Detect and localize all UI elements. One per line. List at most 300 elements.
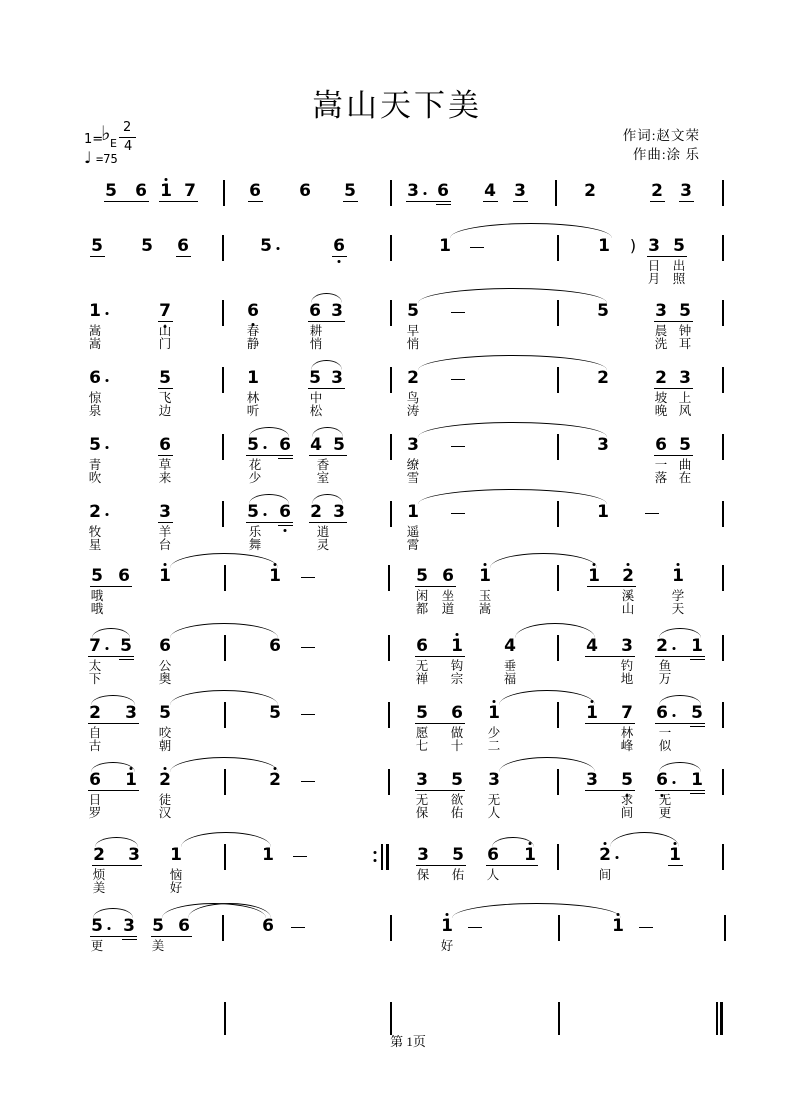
slur [181,832,271,847]
note: 3 [586,770,598,790]
lyric-verse2: 峰 [620,738,634,753]
note: 1 [588,566,600,586]
note: 2 [599,845,611,865]
note: 6 [437,181,449,201]
note: 6 [89,368,101,388]
slur [515,623,595,638]
note: 6 [451,703,463,723]
lyric-verse1: 青 [88,457,102,472]
barline [722,702,724,728]
lyric-verse1: 徒 [158,792,172,807]
beam-underline [151,936,192,937]
time-signature-numerator: 2 [123,120,132,135]
slur [492,837,534,847]
lyric-verse1: 上 [678,390,692,405]
note: 6 [655,435,667,455]
slur [170,553,278,568]
barline [222,501,224,527]
note: 1 [439,236,451,256]
lyric-verse1: 遥 [406,524,420,539]
beam-underline [587,586,636,587]
note: 6 [442,566,454,586]
lyric-verse2: 静 [246,336,260,351]
augmentation-dot [107,927,110,930]
barline [223,180,225,206]
held-note-dash [468,927,482,929]
beam-underline [88,790,139,791]
beam-underline [415,586,456,587]
barline [222,235,224,261]
lyric-verse2: 十 [450,738,464,753]
lyricist-credit: 作词:赵文荣 [622,128,700,143]
lyric-verse1: 一 [658,725,672,740]
augmentation-dot [105,312,108,315]
lyric-verse2: 霄 [406,537,420,552]
slur [91,695,135,705]
lyric-verse2: 二 [487,738,501,753]
held-note-dash [301,647,315,649]
lyric-verse2: 雪 [406,470,420,485]
note: 2 [310,502,322,522]
sixteenth-underline [278,525,293,526]
barline [557,501,559,527]
note: 6 [89,770,101,790]
barline [224,769,226,795]
lyric-verse2: 地 [620,671,634,686]
octave-dot-above [677,563,680,566]
note: 5 [247,435,259,455]
beam-underline [415,723,465,724]
note: 5 [333,435,345,455]
slur [418,489,607,504]
barline [557,300,559,326]
octave-dot-above [493,700,496,703]
beam-underline [90,936,137,937]
lyric-verse1: 林 [620,725,634,740]
lyric-verse1: 出 [672,258,686,273]
note: 4 [484,181,496,201]
lyric-verse2: 洗 [654,336,668,351]
barline [722,367,724,393]
note: 3 [679,368,691,388]
note: 1 [125,770,137,790]
note: 5 [416,703,428,723]
note: 4 [504,636,516,656]
lyric-verse1: 太 [88,658,102,673]
barline [558,1002,560,1035]
lyric-verse2: 天 [671,601,685,616]
beam-underline [308,388,345,389]
note: 1 [586,703,598,723]
note: 1 [479,566,491,586]
note: 1 [669,845,681,865]
note: 5 [105,181,117,201]
note: 2 [622,566,634,586]
note: 6 [159,435,171,455]
sixteenth-underline [122,939,137,940]
lyric-verse2: 照 [672,271,686,286]
note: 5 [91,566,103,586]
note: 2 [93,845,105,865]
lyric-verse1: 咬 [158,725,172,740]
held-note-dash [451,513,465,515]
lyric-verse1: 坐 [441,588,455,603]
beam-underline [159,201,198,202]
lyric-verse2: 禅 [415,671,429,686]
note: 1 [160,181,172,201]
slur [311,360,342,370]
repeat-barline-thick [386,844,389,870]
augmentation-dot [672,714,675,717]
note: 5 [269,703,281,723]
lyric-verse1: 花 [248,457,262,472]
lyric-verse1: 晨 [654,323,668,338]
note: 5 [344,181,356,201]
slur [490,553,597,568]
composer-credit: 作曲:涂 乐 [632,147,700,162]
lyric-verse1: 佑 [451,867,465,882]
note: 5 [691,703,703,723]
slur [312,427,343,437]
lyric-verse1: 垂 [503,658,517,673]
note: 5 [621,770,633,790]
note: 3 [680,181,692,201]
note: 5 [89,435,101,455]
note: 1 [247,368,259,388]
lyric-verse1: 日 [88,792,102,807]
beam-underline [88,656,134,657]
barline [557,235,559,261]
note: 6 [416,636,428,656]
note: 2 [89,703,101,723]
note: 1 [612,916,624,936]
note: 1 [170,845,182,865]
note: 3 [159,502,171,522]
slur [170,690,278,705]
slur [170,757,278,772]
final-barline-thick [720,1002,723,1035]
lyric-verse2: 悄 [309,336,323,351]
note: 5 [91,916,103,936]
note: 3 [621,636,633,656]
repeat-barline-thin [381,844,383,870]
lyric-verse1: 山 [158,323,172,338]
eighth-underline [158,321,173,322]
lyric-verse2: 松 [309,403,323,418]
beam-underline [415,656,465,657]
sixteenth-underline [278,458,293,459]
slur [170,623,278,638]
beam-underline [655,723,705,724]
eighth-underline [158,388,173,389]
note: 2 [655,368,667,388]
slur [610,832,679,847]
note: 5 [451,770,463,790]
breath-mark: ) [629,236,637,255]
barline [722,501,724,527]
note: 4 [310,435,322,455]
key-prefix: 1= [84,132,104,147]
barline [722,565,724,591]
note: 6 [135,181,147,201]
augmentation-dot [105,379,108,382]
lyric-verse1: 间 [598,867,612,882]
barline [722,300,724,326]
lyric-verse1: 耕 [309,323,323,338]
lyric-verse2: 泉 [88,403,102,418]
flat-sign-icon: ♭ [101,121,111,145]
slur [312,494,343,504]
beam-underline [88,723,139,724]
note: 3 [128,845,140,865]
augmentation-dot [263,513,266,516]
lyric-verse1: 钓 [620,658,634,673]
augmentation-dot [276,247,279,250]
note: 1 [488,703,500,723]
augmentation-dot [423,192,426,195]
note: 7 [621,703,633,723]
barline [388,769,390,795]
lyric-verse1: 林 [246,390,260,405]
lyric-verse1: 少 [487,725,501,740]
page-number-footer: 第 1页 [390,1034,426,1049]
beam-underline [308,321,345,322]
tempo-value: =75 [96,152,118,166]
note: 5 [141,236,153,256]
barline [722,180,724,206]
barline [555,180,557,206]
held-note-dash [301,781,315,783]
eighth-underline [513,201,528,202]
note: 5 [407,301,419,321]
lyric-verse1: 乐 [248,524,262,539]
augmentation-dot [672,647,675,650]
slur [418,422,607,437]
eighth-underline [176,256,191,257]
sixteenth-underline [690,793,705,794]
lyric-verse1: 香 [316,457,330,472]
barline [558,915,560,941]
note: 5 [152,916,164,936]
lyric-verse2: 月 [647,271,661,286]
note: 6 [279,435,291,455]
lyric-verse1: 更 [90,938,104,953]
lyric-verse1: 一 [654,457,668,472]
note: 3 [123,916,135,936]
note: 5 [673,236,685,256]
note: 7 [184,181,196,201]
barline [722,769,724,795]
barline [224,1002,226,1035]
barline [557,769,559,795]
lyric-verse1: 溪 [621,588,635,603]
lyric-verse1: 牧 [88,524,102,539]
augmentation-dot [615,856,618,859]
lyric-verse2: 万 [658,671,672,686]
lyric-verse2: 风 [678,403,692,418]
lyric-verse1: 早 [406,323,420,338]
note: 5 [597,301,609,321]
barline [557,635,559,661]
note: 6 [656,703,668,723]
barline [724,915,726,941]
lyric-verse1: 烦 [92,867,106,882]
slur [311,293,342,303]
slur [499,690,595,705]
lyric-verse1: 哦 [90,588,104,603]
lyric-verse1: 好 [440,938,454,953]
beam-underline [647,256,687,257]
lyric-verse2: 福 [503,671,517,686]
held-note-dash [293,856,307,858]
note: 6 [269,636,281,656]
note: 5 [260,236,272,256]
beam-underline [90,586,132,587]
note: 5 [159,703,171,723]
augmentation-dot [105,513,108,516]
eighth-underline [483,201,498,202]
lyric-verse2: 都 [415,601,429,616]
note: 2 [89,502,101,522]
note: 1 [262,845,274,865]
held-note-dash [451,446,465,448]
lyric-verse1: 羊 [158,524,172,539]
note: 5 [159,368,171,388]
augmentation-dot [105,647,108,650]
barline [390,300,392,326]
note: 1 [691,770,703,790]
barline [390,915,392,941]
lyric-verse2: 古 [88,738,102,753]
barline [722,235,724,261]
slur [418,355,607,370]
barline [388,565,390,591]
lyric-verse1: 钟 [678,323,692,338]
barline [222,300,224,326]
lyric-verse1: 做 [450,725,464,740]
lyric-verse2: 嵩 [478,601,492,616]
beam-underline [585,790,635,791]
eighth-underline [343,201,358,202]
note: 2 [269,770,281,790]
note: 3 [648,236,660,256]
barline [224,844,226,870]
octave-dot-above [446,913,449,916]
barline [388,635,390,661]
lyric-verse1: 愿 [415,725,429,740]
lyric-verse1: 无 [415,792,429,807]
barline [722,635,724,661]
lyric-verse2: 下 [88,671,102,686]
eighth-underline [650,201,665,202]
lyric-verse1: 人 [486,867,500,882]
note: 6 [309,301,321,321]
note: 5 [309,368,321,388]
slur [659,695,701,705]
note: 2 [597,368,609,388]
note: 2 [584,181,596,201]
lyric-verse1: 自 [88,725,102,740]
lyric-verse2: 吹 [88,470,102,485]
lyric-verse1: 惊 [88,390,102,405]
lyric-verse2: 落 [654,470,668,485]
lyric-verse2: 朝 [158,738,172,753]
lyric-verse1: 鱼 [658,658,672,673]
eighth-underline [158,455,173,456]
lyric-verse1: 钩 [450,658,464,673]
note: 1 [269,566,281,586]
slur [95,837,138,847]
slur [92,628,130,638]
held-note-dash [451,312,465,314]
lyric-verse2: 美 [92,880,106,895]
note: 1 [159,566,171,586]
note: 7 [159,301,171,321]
barline [222,915,224,941]
slur [452,903,621,918]
barline [222,367,224,393]
slur [659,762,701,772]
final-barline-thin [716,1002,718,1035]
lyric-verse2: 七 [415,738,429,753]
lyric-verse2: 灵 [316,537,330,552]
lyric-verse2: 好 [169,880,183,895]
lyric-verse2: 星 [88,537,102,552]
repeat-dot [374,851,377,854]
note: 1 [89,301,101,321]
note: 6 [178,916,190,936]
note: 1 [407,502,419,522]
barline [557,434,559,460]
note: 6 [299,181,311,201]
beam-underline [309,455,347,456]
lyric-verse2: 台 [158,537,172,552]
slur [659,628,701,638]
slur [249,494,289,504]
lyric-verse2: 室 [316,470,330,485]
lyric-verse2: 似 [658,738,672,753]
note: 6 [279,502,291,522]
repeat-dot [374,859,377,862]
beam-underline [246,455,293,456]
note: 6 [177,236,189,256]
lyric-verse2: 道 [441,601,455,616]
barline [388,702,390,728]
octave-dot-above [604,842,607,845]
note: 1 [441,916,453,936]
lyric-verse2: 晚 [654,403,668,418]
note: 2 [159,770,171,790]
note: 6 [656,770,668,790]
lyric-verse2: 汉 [158,805,172,820]
lyric-verse1: 欲 [450,792,464,807]
beam-underline [654,388,693,389]
octave-dot-above [456,633,459,636]
note: 3 [407,435,419,455]
beam-underline [486,865,538,866]
lyric-verse2: 奥 [158,671,172,686]
barline [222,434,224,460]
key-note: E [110,137,117,150]
barline [224,702,226,728]
note: 1 [598,236,610,256]
note: 3 [333,502,345,522]
note: 3 [407,181,419,201]
held-note-dash [639,927,653,929]
eighth-underline [248,201,263,202]
lyric-verse1: 草 [158,457,172,472]
lyric-verse2: 悄 [406,336,420,351]
